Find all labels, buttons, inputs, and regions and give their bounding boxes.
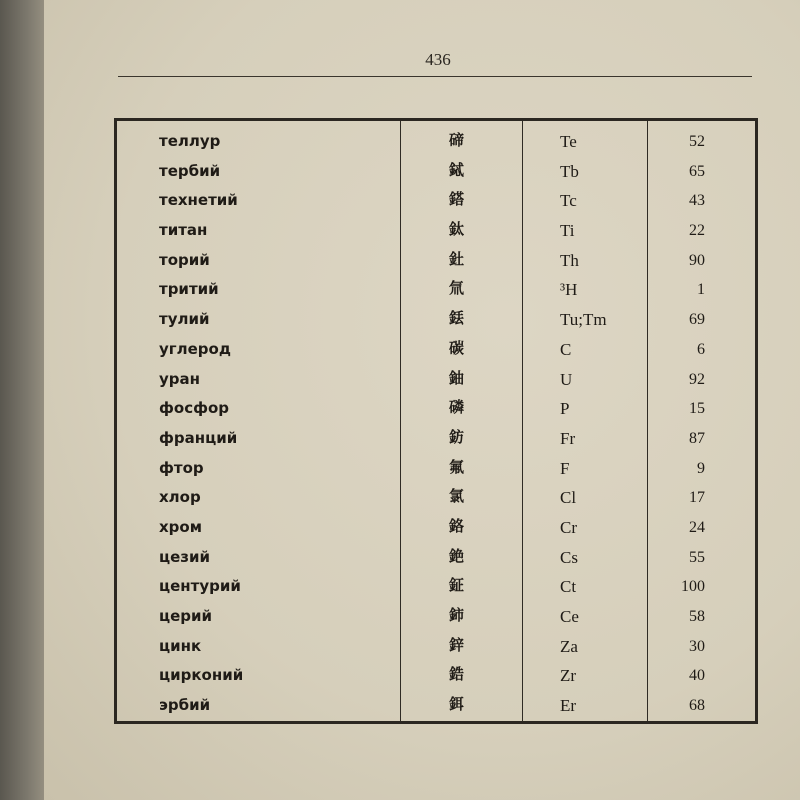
page-number: 436 [425, 50, 451, 69]
element-symbol: P [560, 399, 570, 419]
element-name: центурий [159, 577, 241, 596]
element-name: цезий [159, 547, 211, 566]
element-name: тулий [159, 310, 210, 329]
table-row [117, 483, 755, 513]
atomic-number: 15 [689, 400, 705, 418]
table-row [117, 335, 755, 365]
atomic-number: 9 [697, 459, 705, 477]
atomic-number: 1 [697, 281, 705, 299]
atomic-number: 6 [697, 340, 705, 358]
element-name: хром [159, 517, 202, 536]
atomic-number: 22 [689, 222, 705, 240]
element-symbol: Cr [560, 517, 577, 537]
element-symbol: Er [560, 696, 577, 716]
element-name: цирконий [159, 666, 244, 685]
element-symbol: Ce [560, 607, 579, 626]
element-name: теллур [159, 132, 221, 150]
element-name: франций [159, 428, 238, 447]
chinese-character: 銫 [449, 548, 465, 565]
element-symbol: Ti [560, 221, 575, 241]
element-symbol: Te [560, 132, 577, 151]
chinese-character: 鎝 [449, 192, 465, 209]
element-symbol: Tb [560, 161, 579, 181]
element-name: фтор [159, 458, 204, 477]
element-symbol: Zr [560, 666, 577, 686]
element-symbol: F [560, 458, 570, 478]
atomic-number: 58 [689, 608, 705, 625]
chinese-character: 氯 [449, 489, 465, 506]
atomic-number: 100 [681, 578, 705, 596]
element-symbol: Tu;Tm [560, 310, 607, 330]
chinese-character: 銩 [449, 311, 465, 328]
chinese-character: 鋱 [449, 162, 465, 179]
table-row [117, 691, 755, 721]
atomic-number: 55 [689, 548, 705, 566]
element-symbol: U [560, 369, 573, 389]
element-symbol: Za [560, 636, 578, 656]
atomic-number: 69 [689, 311, 705, 329]
element-symbol: Fr [560, 428, 576, 448]
element-symbol: ³H [560, 280, 578, 300]
chinese-character: 鈁 [449, 429, 465, 446]
element-name: тритий [159, 280, 219, 299]
atomic-number: 40 [689, 667, 705, 685]
table-row [117, 602, 755, 632]
atomic-number: 68 [689, 697, 705, 715]
table-row [117, 454, 755, 484]
table-row [117, 365, 755, 395]
table-row [117, 513, 755, 543]
element-symbol: Cs [560, 547, 578, 567]
element-name: тербий [159, 161, 221, 180]
table-row [117, 186, 755, 216]
table-row [117, 661, 755, 691]
element-name: технетий [159, 191, 238, 210]
element-name: эрбий [159, 696, 211, 715]
chinese-character: 鉺 [449, 697, 465, 714]
element-name: церий [159, 607, 213, 625]
element-name: хлор [159, 488, 201, 507]
atomic-number: 52 [689, 133, 705, 150]
table-row [117, 275, 755, 305]
table-row [117, 543, 755, 573]
element-symbol: Ct [560, 577, 577, 597]
table-rows [117, 127, 755, 721]
table-row [117, 127, 755, 157]
chinese-character: 磷 [449, 400, 465, 417]
atomic-number: 43 [689, 192, 705, 210]
chinese-character: 碳 [449, 340, 465, 357]
chinese-character: 釷 [449, 251, 465, 268]
element-name: фосфор [159, 399, 230, 418]
chinese-character: 鈦 [449, 222, 465, 239]
element-table [114, 118, 758, 724]
chinese-character: 碲 [449, 133, 465, 149]
chinese-character: 氟 [449, 459, 465, 476]
atomic-number: 92 [689, 370, 705, 388]
atomic-number: 30 [689, 637, 705, 655]
chinese-character: 鈰 [449, 608, 465, 624]
element-symbol: C [560, 339, 572, 359]
chinese-character: 鉻 [449, 518, 465, 535]
table-row [117, 632, 755, 662]
chinese-character: 鉦 [449, 578, 465, 595]
table-row [117, 216, 755, 246]
chinese-character: 氚 [449, 281, 465, 298]
table-row [117, 157, 755, 187]
atomic-number: 87 [689, 429, 705, 447]
atomic-number: 17 [689, 489, 705, 507]
table-row [117, 394, 755, 424]
element-name: титан [159, 221, 208, 240]
header-rule [118, 76, 752, 77]
atomic-number: 90 [689, 251, 705, 269]
chinese-character: 鈾 [449, 370, 465, 387]
book-binding [0, 0, 48, 800]
element-symbol: Cl [560, 488, 577, 508]
table-row [117, 246, 755, 276]
table-row [117, 305, 755, 335]
table-row [117, 572, 755, 602]
chinese-character: 鋯 [449, 667, 465, 684]
element-name: углерод [159, 339, 231, 358]
element-symbol: Tc [560, 191, 577, 211]
element-name: торий [159, 250, 210, 269]
table-row [117, 424, 755, 454]
atomic-number: 24 [689, 518, 705, 536]
chinese-character: 鋅 [449, 637, 465, 654]
atomic-number: 65 [689, 162, 705, 180]
element-name: уран [159, 369, 201, 388]
element-symbol: Th [560, 250, 579, 270]
element-name: цинк [159, 636, 202, 655]
